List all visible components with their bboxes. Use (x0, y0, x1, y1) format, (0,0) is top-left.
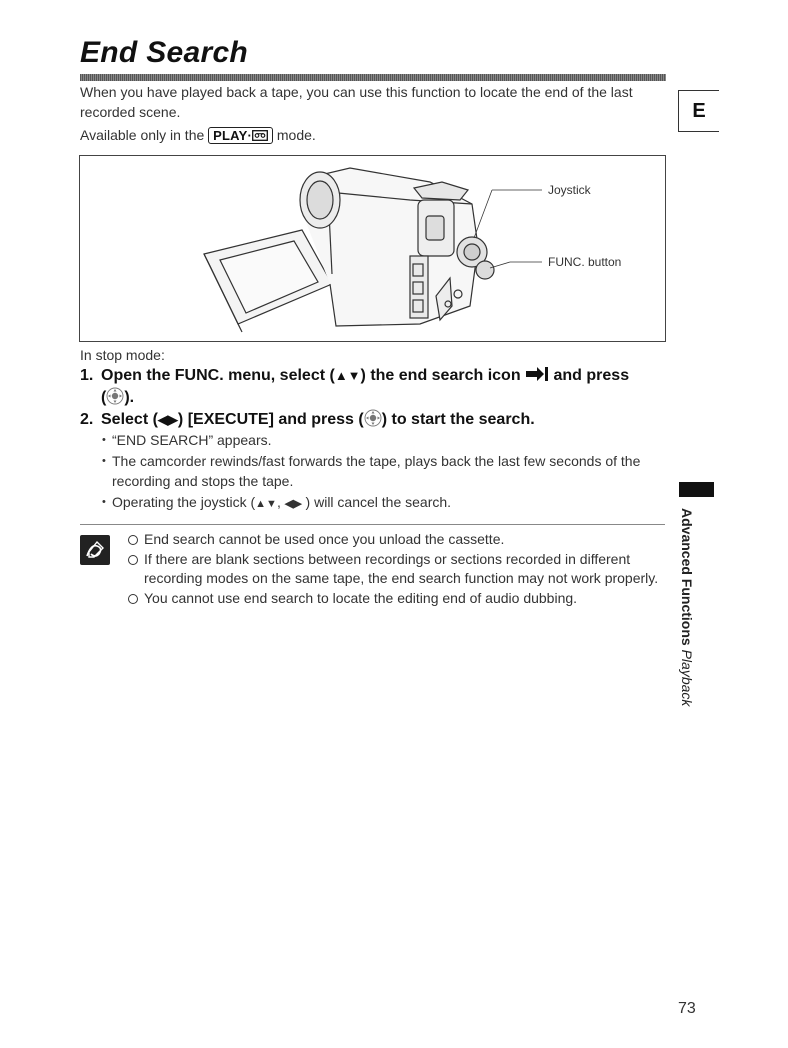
page-number: 73 (678, 1000, 696, 1017)
subsection-title: Playback (679, 649, 695, 707)
note-item: End search cannot be used once you unload the cassette. (128, 530, 668, 550)
bullet-3-text-a: Operating the joystick ( (112, 493, 256, 510)
section-marker (679, 482, 714, 497)
mode-prefix: Available only in the (80, 127, 205, 143)
end-search-icon (525, 367, 549, 381)
step-1-text-c: and press (553, 367, 630, 384)
step-2-text-a: Select ( (101, 411, 158, 428)
func-button-callout: FUNC. button (548, 255, 622, 269)
step-2-text-c: ) to start the search. (381, 411, 535, 428)
mode-line (80, 125, 670, 145)
pencil-icon (83, 538, 107, 562)
camcorder-figure (79, 155, 666, 342)
play-mode-badge (208, 127, 273, 144)
bullet-item: • The camcorder rewinds/fast forwards the tape, plays back the last few seconds of the recording and stops the tape. (102, 451, 662, 492)
mode-suffix: mode. (276, 127, 316, 143)
left-right-icon: ◀▶ (284, 497, 302, 510)
bullet-item (102, 492, 662, 515)
step-1 (80, 365, 629, 409)
step-1-text-a: Open the FUNC. menu, select ( (101, 367, 335, 384)
joystick-callout: Joystick (548, 183, 591, 197)
cassette-icon (252, 130, 268, 141)
play-mode-label: PLAY· (213, 128, 252, 143)
step-1-number: 1. (80, 367, 94, 384)
notes-separator (80, 524, 665, 525)
title-rule (80, 74, 666, 81)
step-1-text-d: ( (101, 389, 107, 406)
step-2 (80, 409, 535, 431)
language-tab: E (678, 90, 719, 132)
left-right-icon: ◀▶ (157, 412, 178, 427)
section-title: Advanced Functions (679, 508, 695, 646)
intro-block (80, 82, 670, 145)
bullet-item: • “END SEARCH” appears. (102, 430, 662, 451)
step-1-text-b: ) the end search icon (360, 367, 521, 384)
note-item: If there are blank sections between recordings or sections recorded in different recording modes on the same tape, the end search function may not work properly. (128, 550, 668, 589)
up-down-icon: ▲▼ (334, 368, 361, 383)
up-down-icon: ▲▼ (255, 497, 277, 510)
step-2-text-b: ) [EXECUTE] and press ( (177, 411, 364, 428)
intro-text: When you have played back a tape, you can use this function to locate the end of the last recorded scene. (80, 84, 633, 120)
bullet-list (102, 430, 662, 514)
section-side-label (678, 508, 695, 706)
step-1-text-e: ). (124, 389, 135, 406)
bullet-3-comma: , (276, 493, 281, 510)
page-title: End Search (80, 36, 249, 69)
notes-list (128, 530, 668, 608)
joystick-press-icon (364, 409, 382, 427)
note-icon (80, 535, 110, 565)
note-item: You cannot use end search to locate the editing end of audio dubbing. (128, 589, 668, 609)
stop-mode-label: In stop mode: (80, 347, 165, 363)
joystick-press-icon (106, 387, 124, 405)
bullet-3-text-b: ) will cancel the search. (305, 493, 452, 510)
step-2-number: 2. (80, 411, 94, 428)
